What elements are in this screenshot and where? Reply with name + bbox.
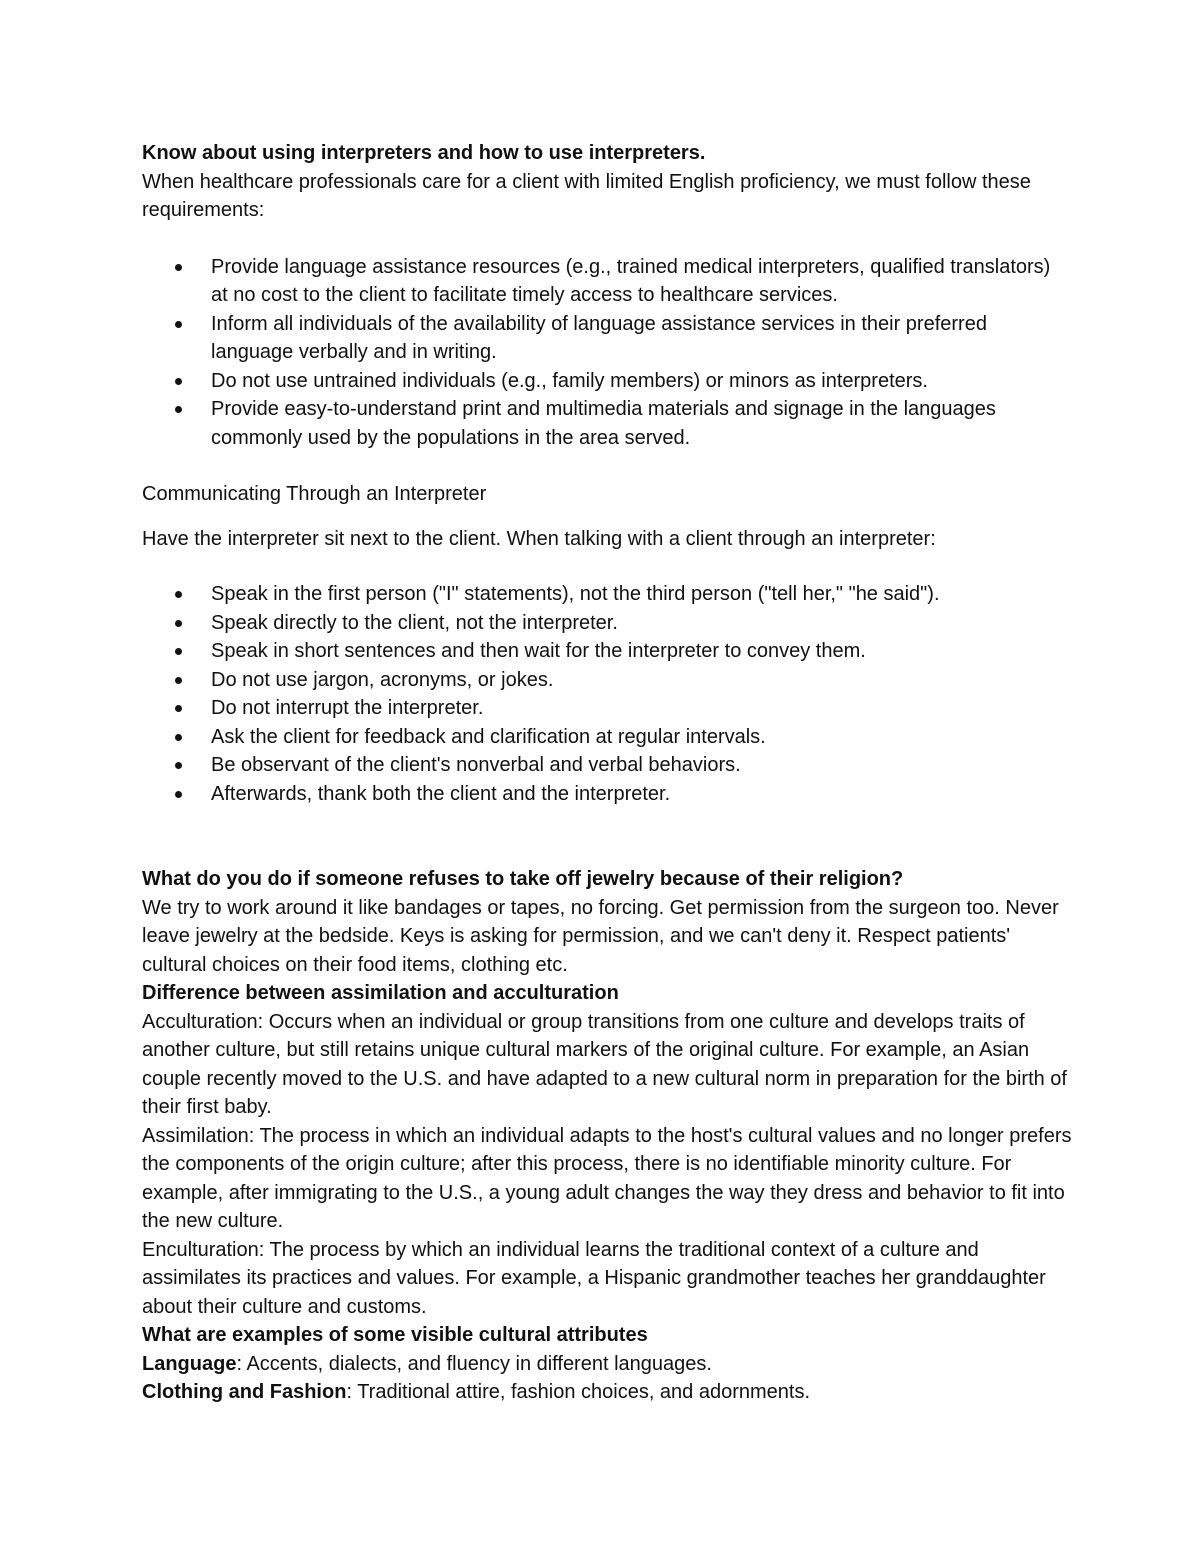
list-item: Do not use untrained individuals (e.g., family members) or minors as interpreters. <box>142 367 1072 396</box>
list-item: Do not use jargon, acronyms, or jokes. <box>142 666 1072 695</box>
list-item: Do not interrupt the interpreter. <box>142 694 1072 723</box>
bullet-icon <box>175 791 182 798</box>
attribute-term: Language <box>142 1352 237 1375</box>
bullet-icon <box>175 677 182 684</box>
communicating-intro: Have the interpreter sit next to the client. When talking with a client through an interpreter: <box>142 527 936 550</box>
attribute-description: : Traditional attire, fashion choices, and adornments. <box>346 1381 811 1403</box>
bullet-icon <box>175 620 182 627</box>
list-item: Inform all individuals of the availability of language assistance services in their preferred language verbally and in writing. <box>142 310 1072 367</box>
attribute-description: : Accents, dialects, and fluency in different languages. <box>236 1352 712 1375</box>
list-item: Be observant of the client's nonverbal and verbal behaviors. <box>142 751 1072 780</box>
bullet-icon <box>175 734 182 741</box>
bullet-icon <box>175 264 182 271</box>
list-item: Speak in short sentences and then wait for the interpreter to convey them. <box>142 637 1072 666</box>
attribute-clothing <box>142 1378 1072 1407</box>
tips-list <box>142 580 1072 808</box>
bullet-icon <box>175 648 182 655</box>
interpreters-heading: Know about using interpreters and how to use interpreters. <box>142 142 706 164</box>
cultural-attributes-heading: What are examples of some visible cultural attributes <box>142 1324 648 1346</box>
interpreters-intro: When healthcare professionals care for a client with limited English proficiency, we must follow these requirements: <box>142 170 1031 221</box>
communicating-subheading: Communicating Through an Interpreter <box>142 483 487 505</box>
enculturation-definition: Enculturation: The process by which an individual learns the traditional context of a culture and assimilates its practices and values. For example, a Hispanic grandmother teaches her granddaughter about their culture and customs. <box>142 1238 1046 1318</box>
attribute-term: Clothing and Fashion <box>142 1381 347 1403</box>
list-item: Speak directly to the client, not the interpreter. <box>142 609 1072 638</box>
assimilation-definition: Assimilation: The process in which an individual adapts to the host's cultural values and no longer prefers the components of the origin culture; after this process, there is no identifiable minority culture. For example, after immigrating to the U.S., a young adult changes the way they dress and behavior to fit into the new culture. <box>142 1124 1072 1232</box>
list-item: Afterwards, thank both the client and the interpreter. <box>142 780 1072 809</box>
list-item: Provide language assistance resources (e.g., trained medical interpreters, qualified translators) at no cost to the client to facilitate timely access to healthcare services. <box>142 253 1072 310</box>
bullet-icon <box>175 762 182 769</box>
list-item: Provide easy-to-understand print and multimedia materials and signage in the languages commonly used by the populations in the area served. <box>142 395 1072 452</box>
bullet-icon <box>175 378 182 385</box>
bullet-icon <box>175 321 182 328</box>
acculturation-definition: Acculturation: Occurs when an individual or group transitions from one culture and develops traits of another culture, but still retains unique cultural markers of the original culture. For example, an Asian couple recently moved to the U.S. and have adapted to a new cultural norm in preparation for the birth of their first baby. <box>142 1010 1067 1118</box>
bullet-icon <box>175 705 182 712</box>
assimilation-heading: Difference between assimilation and acculturation <box>142 982 619 1004</box>
list-item: Speak in the first person ("I" statements), not the third person ("tell her," "he said"). <box>142 580 1072 609</box>
bullet-icon <box>175 406 182 413</box>
attribute-language <box>142 1350 1072 1379</box>
list-item: Ask the client for feedback and clarification at regular intervals. <box>142 723 1072 752</box>
jewelry-heading: What do you do if someone refuses to take off jewelry because of their religion? <box>142 868 904 890</box>
requirements-list <box>142 253 1072 453</box>
document-page <box>142 139 1072 1407</box>
bullet-icon <box>175 591 182 598</box>
jewelry-answer: We try to work around it like bandages or tapes, no forcing. Get permission from the surgeon too. Never leave jewelry at the bedside. Keys is asking for permission, and we can't deny it. Respect patients' cultural choices on their food items, clothing etc. <box>142 896 1059 976</box>
